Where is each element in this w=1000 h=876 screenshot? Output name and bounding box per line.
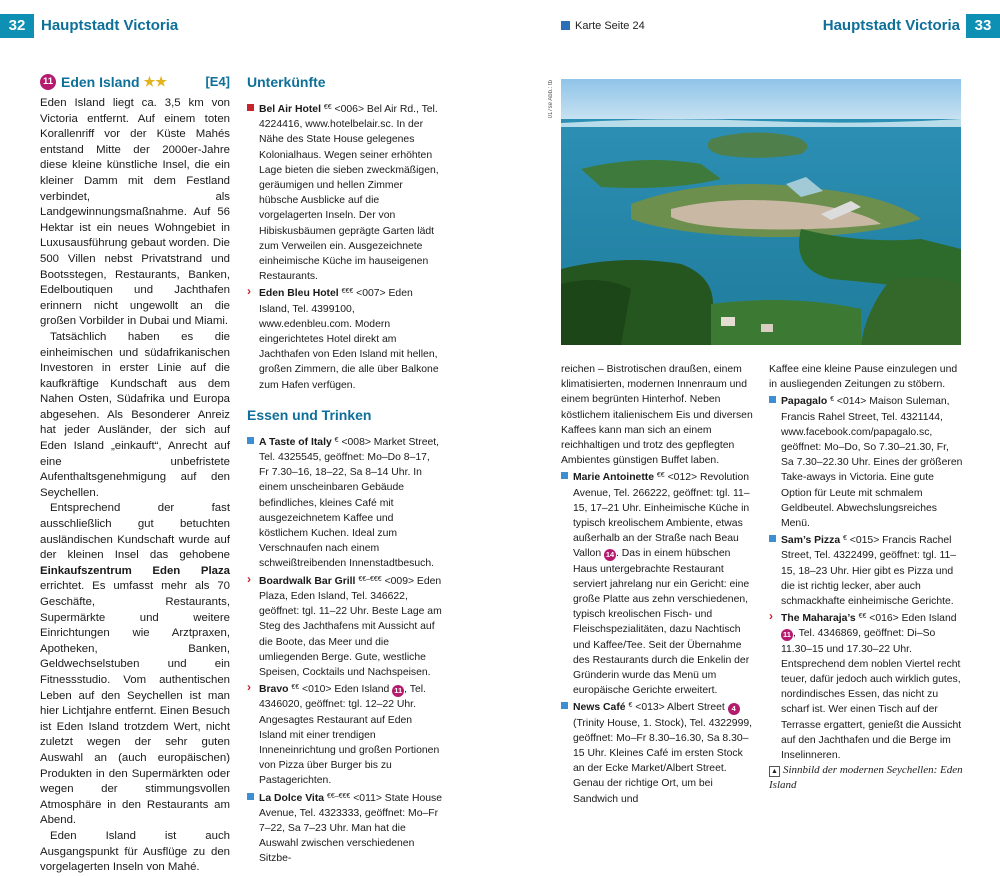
chevron-right-icon: ›: [769, 609, 773, 624]
price-class: €€€: [341, 288, 354, 296]
paragraph-text: errichtet. Es umfasst mehr als 70 Geschäfte, Restaurants, Supermärkte und weitere Einrichtungen wie Arztpraxen, Apotheken, Banken, Geldwechselstuben und ein Fitnessstudio. Vom authentischen Leben auf den Seychellen ist man hier Lichtjahre entfernt. Einen Besuch ist Eden Island trotzdem Wert, nicht zuletzt wegen der sehr guten Auswahl an (auch europäischen) Produkten in den Supermärkten oder wegen der stimmungsvollen Atmosphäre in den Restaurants am Abend.: [40, 580, 230, 827]
column-eden-island: [40, 72, 230, 876]
listing-text: <011> State House Avenue, Tel. 4323333, geöffnet: Mo–Fr 7–22, Sa 7–23 Uhr. Man hat die Auswahl zwischen verschiedenen Sitzbe-: [259, 792, 442, 865]
sight-title: Eden Island: [61, 74, 140, 90]
price-class: €: [843, 535, 847, 543]
listing-entry: [769, 392, 964, 531]
listing-text: , Tel. 4346020, geöffnet: tgl. 12–22 Uhr. Angesagtes Restaurant auf Eden Island mit einer trendigen Inneneinrichtung und großen Portionen von Pizza über Burger bis zu Pastagerichten.: [259, 684, 440, 787]
sight-number-badge: 14: [605, 550, 615, 560]
price-class: €€: [323, 104, 332, 111]
paragraph: Eden Island ist auch Ausgangspunkt für Ausflüge zu den vorgelagerten Inseln von Mahé.: [40, 829, 230, 874]
paragraph: Tatsächlich haben es die einheimischen und südafrikanischen Investoren in erster Linie auf die kaufkräftige Kundschaft aus dem Nahen Osten, Südafrika und Europa abgesehen. Als Besonderer Anreiz hat jeder Ausländer, der sich auf Eden Island „einkauft“, Anrecht auf eine unbefristete Aufenthaltsgenehmigung auf den Seychellen.: [40, 330, 230, 499]
continuation-text: Kaffee eine kleine Pause einzulegen und in ausliegenden Zeitungen zu stöbern.: [769, 364, 958, 391]
listing-name: Bravo: [259, 684, 289, 696]
listing-entry: [247, 572, 442, 680]
listing-entry: [769, 609, 964, 763]
listing-text: <014> Maison Suleman, Francis Rahel Street, Tel. 4321144, www.facebook.com/papagalo.sc, geöffnet: Mo–Do, So 7.30–21.30, Fr, Sa 7.30–22.30 Uhr. Eines der größeren Take-aways in Victoria. Eine gute Option für Leute mit schmalem Geldbeutel. Abwechslungsreiches Menü.: [781, 396, 963, 530]
listing-text: <007> Eden Island, Tel. 4399100, www.edenbleu.com. Modern eingerichtetes Hotel direkt am Jachthafen von Eden Island mit hellen, großen Zimmern, die alle über Balkone zum Hafen verfügen.: [259, 288, 439, 391]
page-number-right: 33: [966, 14, 1000, 38]
listing-entry: [561, 468, 753, 698]
listing-name: La Dolce Vita: [259, 792, 325, 804]
price-class: €€–€€€: [358, 575, 382, 583]
price-class: €: [628, 702, 633, 710]
listing-name: Eden Bleu Hotel: [259, 288, 339, 300]
price-class: €€: [858, 613, 867, 621]
aerial-photo-illustration: [561, 79, 961, 345]
listing-name: A Taste of Italy: [259, 436, 332, 448]
listing-name: News Café: [573, 702, 626, 714]
eden-island-photo: [561, 79, 961, 345]
paragraph-text: Entsprechend der fast ausschließlich gut betuchten ausländischen Kundschaft wurde auf der kleinen Insel das gehobene: [40, 502, 230, 562]
running-title-left: Hauptstadt Victoria: [41, 17, 179, 34]
sight-number-badge: 4: [728, 703, 740, 715]
page-number-left: 32: [0, 14, 34, 38]
listing-name: Marie Antoinette: [573, 472, 655, 484]
grid-reference: [E4]: [205, 74, 230, 89]
restaurant-marker-icon: [769, 531, 776, 547]
photo-reference-icon: ▲: [769, 766, 780, 777]
continuation-text: reichen – Bistrotischen draußen, einem klimatisierten, modernen Innenraum und einem begrünten Hinterhof. Neben köstlichem italienischem Eis und diversen Kaffees kann man sich an einem reichhaltigen und trotz des gepflegten Ambientes günstigen Buffet laben.: [561, 364, 753, 467]
photo-credit: 017se Abb.: tb: [548, 80, 554, 119]
chevron-right-icon: ›: [247, 571, 251, 586]
restaurant-marker-icon: [247, 433, 254, 449]
map-reference: [561, 18, 645, 34]
photo-caption: [769, 763, 969, 793]
restaurant-marker-icon: [561, 468, 568, 484]
listing-name: Sam’s Pizza: [781, 535, 841, 547]
listing-entry: [247, 680, 442, 788]
listing-text: <006> Bel Air Rd., Tel. 4224416, www.hotelbelair.sc. In der Nähe des State House gelegenes Kolonialhaus. Wegen seiner erhöhten Lage bieten die sieben zweckmäßigen, geräumigen und hellen Zimmer hübsche Ausblicke auf die vorgelagerten Inseln. Der von Hibiskusbäumen geprägte Garten lädt zum Verweilen ein. Ausgezeichnete einheimische Küche im hauseigenen Restaurants.: [259, 104, 439, 283]
sight-number-badge: 11: [392, 685, 404, 697]
listing-text: (Trinity House, 1. Stock), Tel. 4322999, geöffnet: Mo–Fr 8.30–16.30, Sa 8.30–15 Uhr. Kleines Café im ersten Stock an der Ecke Market/Albert Street. Genau der richtige Ort, um bei Sandwich und: [573, 717, 753, 805]
price-class: €: [334, 436, 339, 444]
listing-text: <016> Eden Island: [869, 613, 957, 625]
listing-text: <013> Albert Street: [635, 702, 725, 714]
listing-name: Bel Air Hotel: [259, 104, 321, 115]
price-class: €€–€€€: [326, 792, 351, 800]
paragraph-highlight: Einkaufszentrum Eden Plaza: [40, 564, 230, 577]
listing-name: Boardwalk Bar Grill: [259, 575, 356, 587]
listing-text: <015> Francis Rachel Street, Tel. 4322499, geöffnet: tgl. 11–15, 18–23 Uhr. Hier gibt es Pizza und die ist richtig lecker, aber auch schmackhafte einheimische Gerichte.: [781, 535, 957, 608]
rating-stars: ★★: [143, 74, 167, 89]
listing-entry: [247, 284, 442, 392]
map-reference-text: Karte Seite 24: [575, 20, 645, 32]
column-listings: [247, 72, 442, 867]
restaurant-marker-icon: [561, 698, 568, 714]
listing-text: <009> Eden Plaza, Eden Island, Tel. 346622, geöffnet: tgl. 11–22 Uhr. Beste Lage am Steg des Jachthafens mit Aussicht auf die Boote, das Meer und die umliegenden Berge. Gute, westliche Speisen, Cocktails und Nachspeisen.: [259, 575, 442, 678]
section-heading-essen: Essen und Trinken: [247, 406, 372, 423]
restaurant-marker-icon: [769, 392, 776, 408]
sight-heading: [40, 72, 230, 92]
column-restaurants-continued: [561, 362, 753, 807]
listing-entry: [561, 698, 753, 806]
column-restaurants-right: [769, 362, 964, 763]
listing-text: <012> Revolution Avenue, Tel. 266222, geöffnet: tgl. 11–15, 17–21 Uhr. Einheimische Küche in typisch kreolischem Ambiente, etwas außerhalb an der Straße nach Beau Vallon: [573, 472, 750, 560]
paragraph: Eden Island liegt ca. 3,5 km von Victoria entfernt. Auf einem toten Korallenriff vor der Küste Mahés entstand Mitte der 2000er-Jahre diese kleine künstliche Insel, die ein kleiner Damm mit dem Festland verbindet, als Landgewinnungsmaßnahme. Auf 56 Hektar ist ein neues Wohngebiet in Luxusausführung gebaut worden. Die 500 Villen nebst Privatstrand und Bootsstegen, Restaurants, Banken, Edelboutiquen und Jachthafen erinnern nicht ungewollt an die großen Vorbilder in Dubai und Miami.: [40, 97, 230, 328]
chevron-right-icon: ›: [247, 284, 251, 299]
restaurant-marker-icon: [247, 789, 254, 805]
sight-number-badge: 11: [40, 74, 56, 90]
price-class: €€: [291, 684, 300, 692]
hotel-marker-icon: [247, 100, 254, 116]
listing-name: Papagalo: [781, 396, 828, 408]
listing-text: <008> Market Street, Tel. 4325545, geöffnet: Mo–Do 8–17, Fr 7.30–16, 18–22, Sa 8–14 Uhr. In einem unscheinbaren Gebäude befindliches, kleines Café mit ausgezeichnetem Kaffee und köstlichem Kuchen. Ideal zum Verschnaufen nach einem schweißtreibenden Innenstadtbesuch.: [259, 436, 440, 570]
sight-number-badge: 11: [781, 629, 793, 641]
caption-text: Sinnbild der modernen Seychellen: Eden Island: [769, 764, 963, 791]
map-square-icon: [561, 21, 570, 30]
listing-entry: [247, 789, 442, 867]
section-heading-unterkuenfte: Unterkünfte: [247, 74, 326, 90]
listing-entry: [769, 531, 964, 609]
listing-entry: [247, 100, 442, 284]
paragraph: [40, 501, 230, 828]
listing-text: . Das in einem hübschen Haus untergebrachte Restaurant serviert jahrelang nur ein Gericht: eine große Platte aus zehn verschiedenen, typisch kreolischen Fisch- und Fleischspezialitäten, dazu Nachtisch und Kaffee/Tee. Seit der Übernahme des Restaurants durch die Enkelin der Gründerin wurde das Menü um europäische Gerichte erweitert.: [573, 548, 750, 697]
running-title-right: Hauptstadt Victoria: [822, 17, 960, 34]
price-class: €€: [656, 472, 665, 480]
listing-text: <010> Eden Island: [302, 684, 390, 696]
price-class: €: [830, 396, 834, 404]
listing-text: , Tel. 4346869, geöffnet: Di–So 11.30–15 und 17.30–22 Uhr. Entsprechend dem noblen Viertel recht teuer, dafür jedoch auch wirklich gutes, nordindisches Essen, das nicht zu scharf ist. Wer einen Tisch auf der Terrasse ergattert, genießt die Aussicht auf den Jachthafen und die Berge im Inselinneren.: [781, 628, 962, 762]
listing-entry: [247, 433, 442, 572]
listing-name: The Maharaja’s: [781, 613, 856, 625]
chevron-right-icon: ›: [247, 680, 251, 695]
